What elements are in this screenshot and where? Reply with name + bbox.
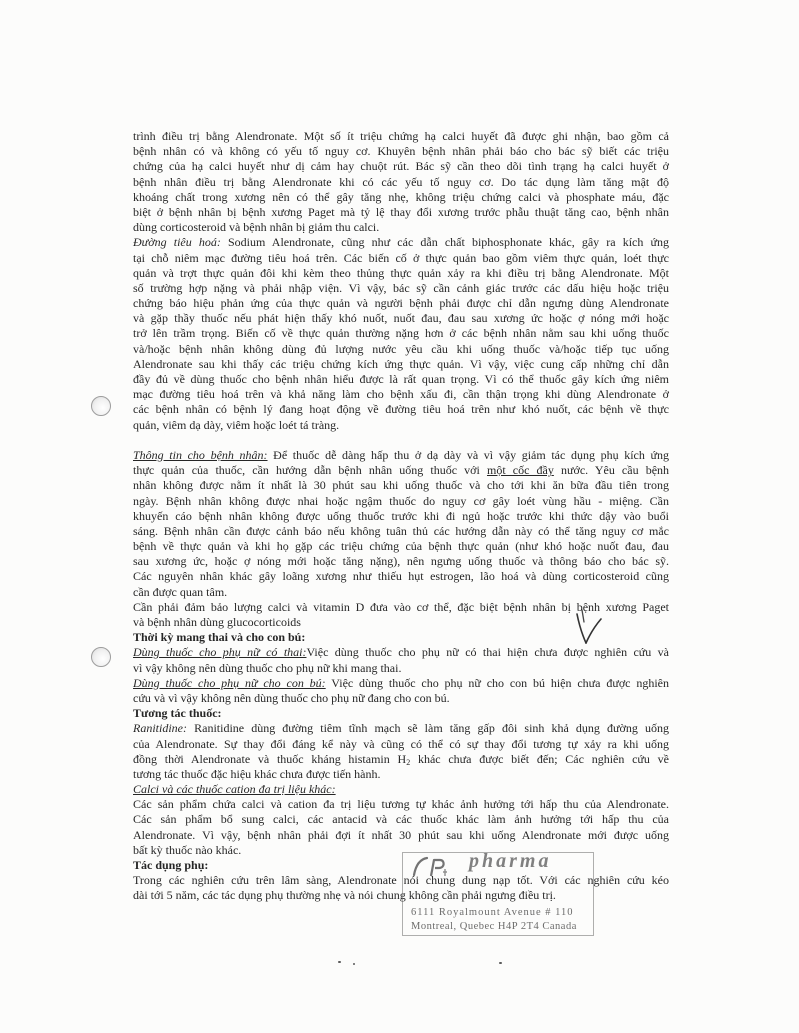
text-line: trình điều trị bằng Alendronate. Một số ít triệu chứng hạ calci huyết đã được ghi nhận, bao gồm cả (133, 129, 669, 143)
line-text: khác chưa được biết đến; Các nghiên cứu về (417, 751, 669, 766)
line-text: Sodium Alendronate, cũng như các dẫn chất biphosphonate khác, gây ra kích ứng (227, 235, 669, 250)
text-line: khoáng chất trong xương nên có thể gây tăng nhẹ, không triệu chứng calci và phosphate máu, đặc (133, 189, 669, 204)
text-line: bệnh nhân có và không có yếu tố nguy cơ. Khuyên bệnh nhân phải báo cho bác sỹ biết các triệu (133, 144, 669, 159)
section-heading: Tác dụng phụ: (133, 858, 209, 872)
punch-hole-mark (91, 647, 111, 667)
text-line: Cần phải đảm bảo lượng calci và vitamin D đưa vào cơ thể, đặc biệt bệnh nhân bị bệnh xương Paget (133, 599, 669, 614)
text-line: bệnh nhân điều trị bằng Alendronate khi có các yếu tố nguy cơ. Do tác dụng làm tăng mật độ (133, 174, 669, 189)
text-line (133, 752, 669, 767)
text-line: mạc đường tiêu hoá trên và khả năng làm cho bệnh xấu đi, cần thận trọng khi dùng Alendronate ở (133, 387, 669, 402)
stamp-logo-text: pharma (469, 850, 552, 872)
text-line: bệnh về thực quản và khi họ gặp các triệu chứng của bệnh thực quản (như khó hoặc nuốt đau, đau (133, 539, 669, 554)
text-line: quản, viêm dạ dày, viêm hoặc loét tá tràng. (133, 417, 340, 432)
text-line: nhân không được nằm ít nhất là 30 phút sau khi uống thuốc và cho tới khi ăn bữa đầu tiên trong (133, 478, 669, 493)
text-line (133, 676, 669, 691)
document-body (133, 129, 669, 904)
section-label: Thông tin cho bệnh nhân: (133, 447, 268, 462)
text-line: sáng. Bệnh nhân cần được cảnh báo nếu không tuân thủ các hướng dẫn này có thể tăng nguy cơ mắc (133, 523, 669, 538)
text-line: Alendronate sau khi thấy các triệu chứng kích ứng thực quản. Vì vậy, việc cung cấp những chỉ dẫn (133, 356, 669, 371)
text-line: Các nguyên nhân khác gây loãng xương như thiếu hụt estrogen, lão hoá và dùng corticosteroid cũng (133, 569, 669, 584)
text-line: và gặp thầy thuốc nếu phát hiện thấy khó nuốt, nuốt đau, đau sau xương ức hoặc ợ nóng mới hoặc (133, 311, 669, 326)
emphasized-text: một cốc đầy (486, 463, 554, 478)
text-line (133, 463, 669, 478)
punch-hole-mark (91, 396, 111, 416)
text-line: số trường hợp nặng và phải nhập viện. Vì vậy, bác sỹ cần cảnh giác trước các dấu hiệu hoặc triệu (133, 280, 669, 295)
text-line: đầy đủ về dùng thuốc cho bệnh nhân hiểu được là rất quan trọng. Vì có thể thuốc gây kích ứng niêm (133, 372, 669, 386)
text-line: Các sản phẩm chứa calci và cation đa trị liệu tương tự khác ảnh hưởng tới hấp thu của Alendronate. (133, 797, 669, 812)
section-label: Đường tiêu hoá: (133, 235, 221, 250)
line-text: Ranitidine dùng đường tiêm tĩnh mạch sẽ làm tăng gấp đôi sinh khả dụng đường uống (194, 721, 669, 736)
section-label: Dùng thuốc cho phụ nữ cho con bú: (133, 675, 326, 690)
pharma-logo-icon (411, 855, 451, 879)
paragraph-gap (133, 433, 669, 448)
text-line: sau xương ức, hoặc ợ nóng mới hoặc tăng nặng), nên ngưng uống thuốc và thông báo cho bác sỹ. (133, 554, 669, 569)
company-stamp (402, 852, 594, 936)
text-line: quản và trợt thực quản đôi khi kèm theo thủng thực quản xảy ra khi điều trị bằng Alendronate. Một (133, 265, 669, 280)
text-line: vì vậy không nên dùng thuốc cho phụ nữ khi mang thai. (133, 660, 402, 675)
line-text: Việc dùng thuốc cho phụ nữ cho con bú hiện chưa được nghiên (331, 675, 669, 690)
text-line (133, 235, 669, 250)
line-text: nước. Yêu cầu bệnh (560, 463, 670, 478)
text-line: và/hoặc bệnh nhân không dùng đủ lượng nước yêu cầu khi uống thuốc và/hoặc tiếp tục uống (133, 341, 669, 356)
text-line: và bệnh nhân dùng glucocorticoids (133, 615, 301, 629)
line-text: đồng thời Alendronate và thuốc kháng histamin H (133, 751, 407, 766)
line-text: thực quản của thuốc, cần hướng dẫn bệnh nhân uống thuốc với (133, 463, 480, 478)
scan-speck (499, 962, 502, 964)
scan-speck (353, 963, 355, 965)
text-line: chứng báo hiệu phản ứng của thực quản và người bệnh phải được chỉ dẫn ngưng dùng Alendronate (133, 296, 669, 311)
text-line: dài tới 5 năm, các tác dụng phụ thường nhẹ và nói chung không cần phải ngưng điều trị. (133, 888, 556, 903)
text-line: Alendronate. Vì vậy, bệnh nhân phải đợi ít nhất 30 phút sau khi uống Alendronate mới được uống (133, 827, 669, 842)
text-line: dùng corticosteroid và bệnh nhân bị giảm thu calci. (133, 220, 380, 235)
text-line: cần được quan tâm. (133, 584, 228, 599)
section-heading: Thời kỳ mang thai và cho con bú: (133, 630, 306, 645)
section-label: Dùng thuốc cho phụ nữ có thai: (133, 645, 307, 660)
text-line: các bệnh nhân có bệnh lý đang hoạt động về đường tiêu hoá trên như khó nuốt, các bệnh về thực (133, 402, 669, 417)
text-line (133, 645, 669, 660)
text-line: của Alendronate. Sự thay đổi đáng kể này và cũng có thể có sự thay đổi tương tự xảy ra khi uống (133, 736, 669, 751)
text-line: cứu và vì vậy không nên dùng thuốc cho phụ nữ đang cho con bú. (133, 690, 450, 705)
text-line: Trong các nghiên cứu trên lâm sàng, Alendronate nói chung dung nạp tốt. Với các nghiên cứu kéo (133, 873, 669, 888)
scan-speck (338, 961, 341, 963)
text-line: trở lên trầm trọng. Biến cố về thực quản thường nặng hơn ở các bệnh nhân nằm sau khi uống thuốc (133, 326, 669, 341)
text-line (133, 448, 669, 463)
subscript-text: 2 (406, 757, 411, 767)
text-line (133, 721, 669, 736)
text-line: biệt ở bệnh nhân bị bệnh xương Paget mà tỷ lệ thay đổi xương trước phẫu thuật tăng cao, bệnh nhân (133, 204, 669, 219)
text-line: tại chỗ niêm mạc đường tiêu hoá trên. Các biến cố ở thực quản bao gồm viêm thực quản, loét thực (133, 250, 669, 265)
section-heading: Tương tác thuốc: (133, 706, 222, 721)
stamp-address-line: Montreal, Quebec H4P 2T4 Canada (411, 921, 577, 932)
text-line: bất kỳ thuốc nào khác. (133, 842, 242, 857)
text-line: Các sản phẩm bổ sung calci, các antacid và các thuốc khác làm ảnh hưởng tới hấp thu của (133, 812, 669, 827)
text-line: khuyến cáo bệnh nhân không được uống thuốc trước khi đi ngủ hoặc trước khi thức dậy vào buổi (133, 508, 669, 523)
text-line: ngày. Bệnh nhân không được nhai hoặc ngậm thuốc do nguy cơ gây loét vùng hầu - miệng. Cần (133, 493, 669, 508)
subsection-heading: Calci và các thuốc cation đa trị liệu khác: (133, 782, 336, 797)
text-line: chứng của hạ calci huyết như dị cảm hay chuột rút. Bác sỹ cần theo dõi tình trạng hạ calci huyết ở (133, 159, 669, 174)
stamp-address-line: 6111 Royalmount Avenue # 110 (411, 907, 574, 918)
section-label: Ranitidine: (133, 721, 187, 736)
line-text: Để thuốc dễ dàng hấp thu ở dạ dày và vì vậy giảm tác dụng phụ kích ứng (273, 447, 670, 462)
line-text: Việc dùng thuốc cho phụ nữ có thai hiện chưa được nghiên cứu và (306, 645, 669, 660)
text-line: tương tác thuốc đặc hiệu khác chưa được tiến hành. (133, 766, 381, 781)
